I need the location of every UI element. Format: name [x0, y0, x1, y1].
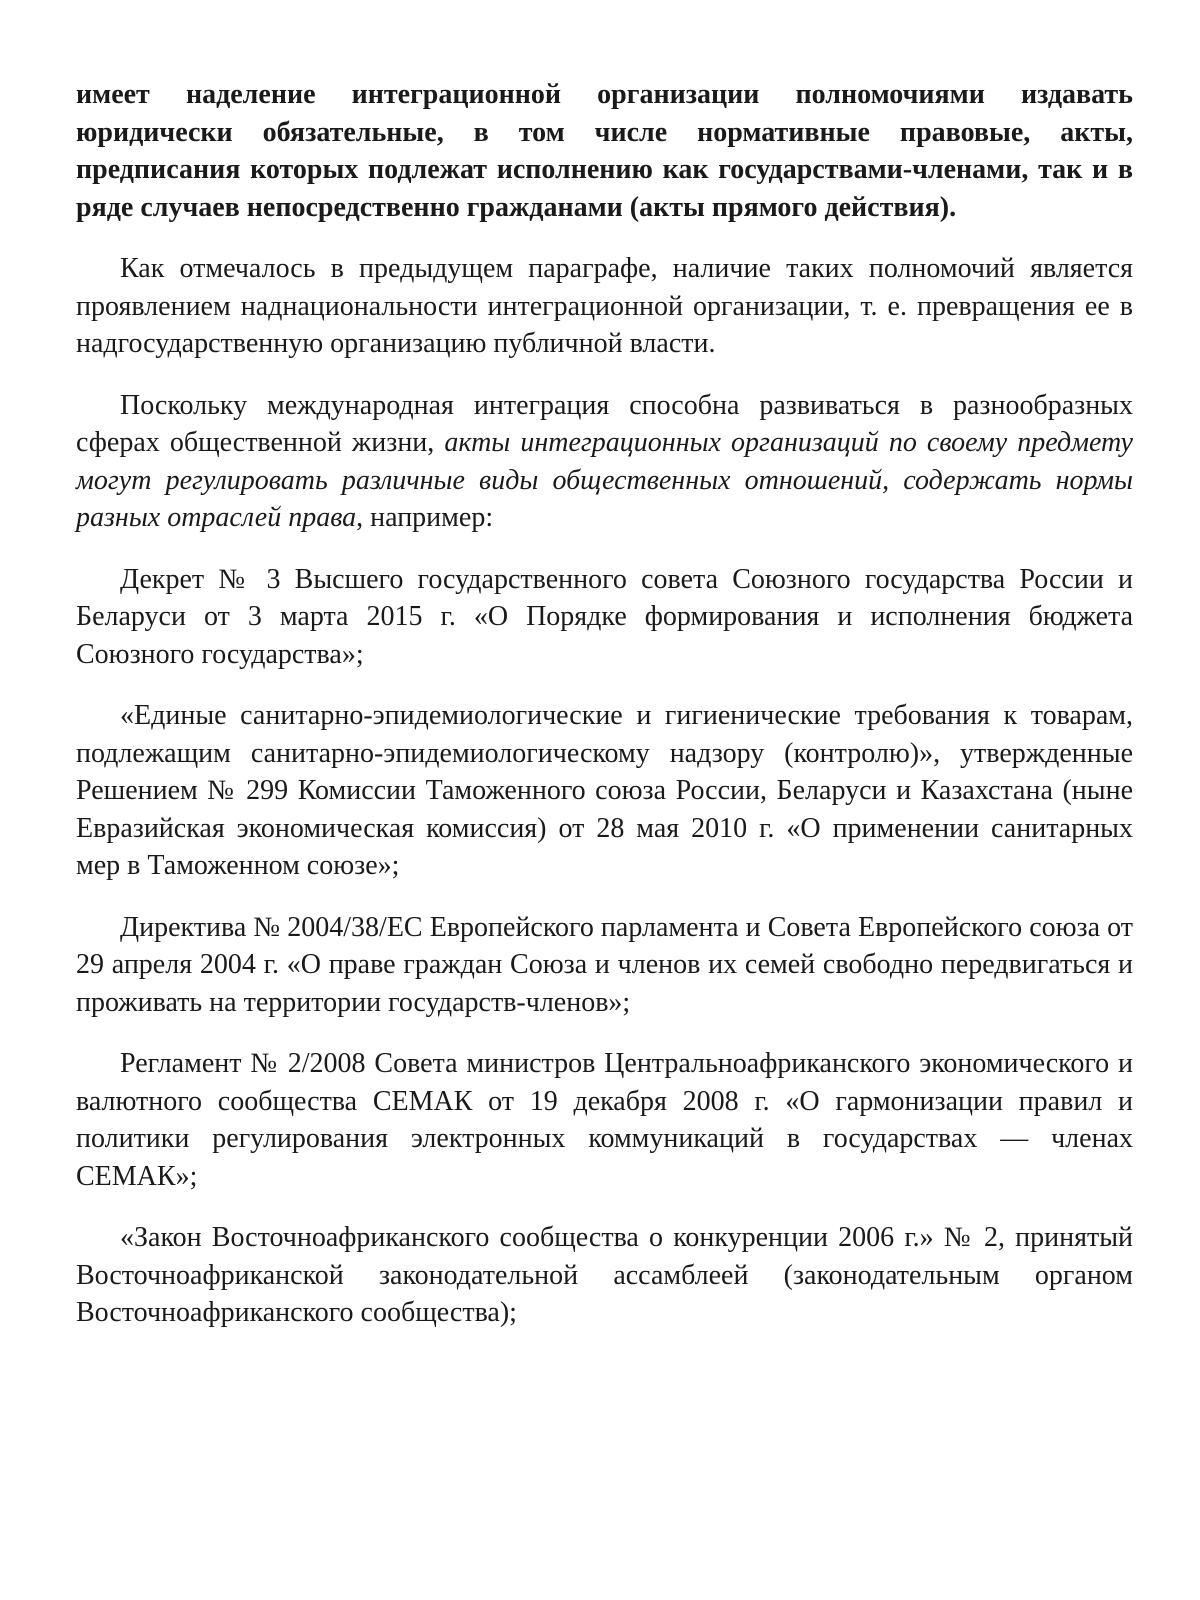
example-cemac-regulation: Регламент № 2/2008 Совета министров Центральноафриканского экономического и валютного сообщества СЕМАК от 19 декабря 2008 г. «О гармонизации правил и политики регулирования электронных коммуникаций в государствах — членах СЕМАК»; — [76, 1048, 1133, 1192]
paragraph-integration-spheres-tail: , например: — [356, 502, 494, 533]
example-eac-competition-law: «Закон Восточноафриканского сообщества о конкуренции 2006 г.» № 2, принятый Восточноафриканской законодательной ассамблеей (законодательным органом Восточноафриканского сообщества); — [76, 1222, 1133, 1328]
example-eu-directive: Директива № 2004/38/ЕС Европейского парламента и Совета Европейского союза от 29 апреля 2004 г. «О праве граждан Союза и членов их семей свободно передвигаться и проживать на территории государств-членов»; — [76, 911, 1133, 1018]
document-page — [76, 76, 1133, 1356]
paragraph-integration-spheres — [76, 387, 1133, 537]
paragraph-supranationality: Как отмечалось в предыдущем параграфе, наличие таких полномочий является проявлением наднациональности интеграционной организации, т. е. превращения ее в надгосударственную организацию публичной власти. — [76, 253, 1133, 359]
example-sanitary-requirements: «Единые санитарно-эпидемиологические и гигиенические требования к товарам, подлежащим санитарно-эпидемиологическому надзору (контролю)», утвержденные Решением № 299 Комиссии Таможенного союза России, Беларуси и Казахстана (ныне Евразийская экономическая комиссия) от 28 мая 2010 г. «О применении санитарных мер в Таможенном союзе»; — [76, 700, 1133, 881]
paragraph-legal-acts-powers: имеет наделение интеграционной организации полномочиями издавать юридически обязательные, в том числе нормативные правовые, акты, предписания которых подлежат исполнению как государствами-членами, так и в ряде случаев непосредственно гражданами (акты прямого действия). — [76, 79, 1133, 223]
example-decree-union-state: Декрет № 3 Высшего государственного совета Союзного государства России и Беларуси от 3 марта 2015 г. «О Порядке формирования и исполнения бюджета Союзного государства»; — [76, 563, 1133, 670]
paragraph-integration-spheres-emphasis: акты интеграционных организаций по своему предмету могут регулировать различные виды общественных отношений, содержать нормы разных отраслей права — [76, 427, 1133, 533]
paragraph-integration-spheres-lead: Поскольку международная интеграция способна развиваться в разнообразных сферах общественной жизни, — [76, 389, 1133, 458]
